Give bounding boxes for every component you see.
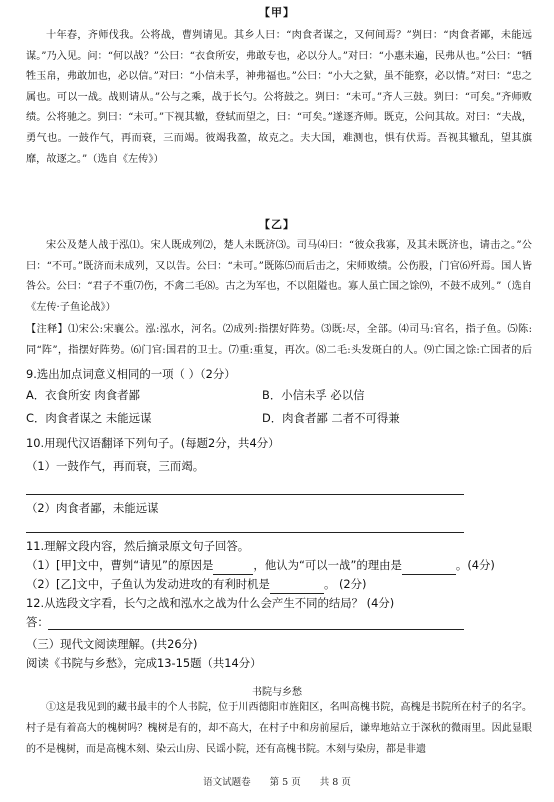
q11-item-1 — [26, 555, 495, 575]
q11-item-2 — [26, 574, 367, 594]
q10-answer-line-1[interactable] — [26, 494, 464, 495]
q10-stem: 10.用现代汉语翻译下列句子。(每题2分，共4分） — [26, 436, 280, 450]
part3-title: （三）现代文阅读理解。(共26分) — [26, 637, 198, 651]
footer-page-number: 第 5 页 — [269, 777, 301, 788]
q12-answer-label: 答： — [26, 615, 49, 629]
q11-item-1-text-a: （1）[甲]文中，曹刿“请见”的原因是 — [26, 558, 214, 572]
essay-title: 书院与乡愁 — [252, 687, 302, 698]
q11-stem: 11.理解文段内容，然后摘录原文句子回答。 — [26, 539, 250, 553]
section-yi-title: 【乙】 — [259, 218, 295, 231]
q11-item-2-text-a: （2）[乙]文中，子鱼认为发动进攻的有利时机是 — [26, 577, 270, 591]
section-jia-title: 【甲】 — [259, 6, 295, 19]
q11-item-1-text-b: ，他认为“可以一战”的理由是 — [253, 558, 402, 572]
passage-yi: 宋公及楚人战于泓⑴。宋人既成列⑵，楚人未既济⑶。司马⑷曰：“彼众我寡，及其未既济也，请击之。”公曰：“不可。”既济而未成列，又以告。公曰：“未可。”既陈⑸而后击之，宋师败绩。公伤股，门官⑹歼焉。国人皆咎公。公曰：“君子不重⑺伤，不禽二毛⑻。古之为军也，不以阻隘也。寡人虽亡国之馀⑼，不鼓不成列。”（选自《左传·子鱼论战》） — [26, 240, 532, 313]
q9-option-c[interactable]: C．肉食者谋之 未能远谋 — [26, 411, 152, 425]
annotation-notes: 【注释】⑴宋公:宋襄公。泓:泓水，河名。⑵成列:指摆好阵势。⑶既:尽，全部。⑷司马:官名，指子鱼。⑸陈:同“阵”，指摆好阵势。⑹门官:国君的卫士。⑺重:重复，再次。⑻二毛:头发斑白的人。⑼亡国之馀:亡国者的后 — [26, 324, 532, 356]
q10-answer-line-2[interactable] — [26, 532, 464, 533]
q12-stem: 12.从选段文字看，长勺之战和泓水之战为什么会产生不同的结局？ (4分) — [26, 596, 395, 610]
page-footer — [0, 774, 554, 788]
footer-exam-name: 语文试题卷 — [203, 777, 251, 788]
q9-stem: 9.选出加点词意义相同的一项（ ）（2分） — [26, 367, 236, 381]
q9-option-d[interactable]: D．肉食者鄙 二者不可得兼 — [262, 411, 400, 425]
footer-total-pages: 共 8 页 — [319, 777, 351, 788]
reading-intro: 阅读《书院与乡愁》，完成13-15题（共14分） — [26, 656, 262, 670]
q10-item-2: （2）肉食者鄙，未能远谋 — [26, 501, 159, 515]
q11-item-2-text-b: 。 (2分) — [323, 577, 367, 591]
q11-blank-2[interactable] — [402, 562, 456, 575]
q10-item-1: （1）一鼓作气，再而衰，三而竭。 — [26, 459, 205, 473]
passage-jia: 十年春，齐师伐我。公将战，曹刿请见。其乡人曰：“肉食者谋之，又何间焉？”刿曰：“肉食者鄙，未能远谋。”乃入见。问：“何以战？”公曰：“衣食所安，弗敢专也，必以分人。”对曰：“小惠未遍，民弗从也。”公曰：“牺牲玉帛，弗敢加也，必以信。”对曰：“小信未孚，神弗福也。”公曰：“小大之狱，虽不能察，必以情。”对曰：“忠之属也。可以一战。战则请从。”公与之乘，战于长勺。公将鼓之。刿曰：“未可。”齐人三鼓。刿曰：“可矣。”齐师败绩。公将驰之。刿曰：“未可。”下视其辙，登轼而望之，曰：“可矣。”遂逐齐师。既克，公问其故。对曰：“夫战，勇气也。一鼓作气，再而衰，三而竭。彼竭我盈，故克之。夫大国，难测也，惧有伏焉。吾视其辙乱，望其旗靡，故逐之。”（选自《左传》） — [26, 30, 532, 165]
q9-option-a[interactable]: A．衣食所安 肉食者鄙 — [26, 388, 140, 402]
q12-answer-line[interactable] — [48, 629, 464, 630]
q11-item-1-text-c: 。(4分) — [455, 558, 495, 572]
essay-paragraph-1: ①这是我见到的藏书最丰的个人书院，位于川西德阳市旌阳区，名叫高槐书院，高槐是书院所在村子的名字。村子是有着高大的槐树吗？槐树是有的，却不高大，在村子中和房前屋后，谦卑地站立于深秋的微雨里。因此显眼的不是槐树，而是高槐木刻、染云山房、民谣小院，还有高槐书院。木刻与染房，都是非遗 — [26, 702, 532, 755]
q9-option-b[interactable]: B．小信未孚 必以信 — [262, 388, 365, 402]
